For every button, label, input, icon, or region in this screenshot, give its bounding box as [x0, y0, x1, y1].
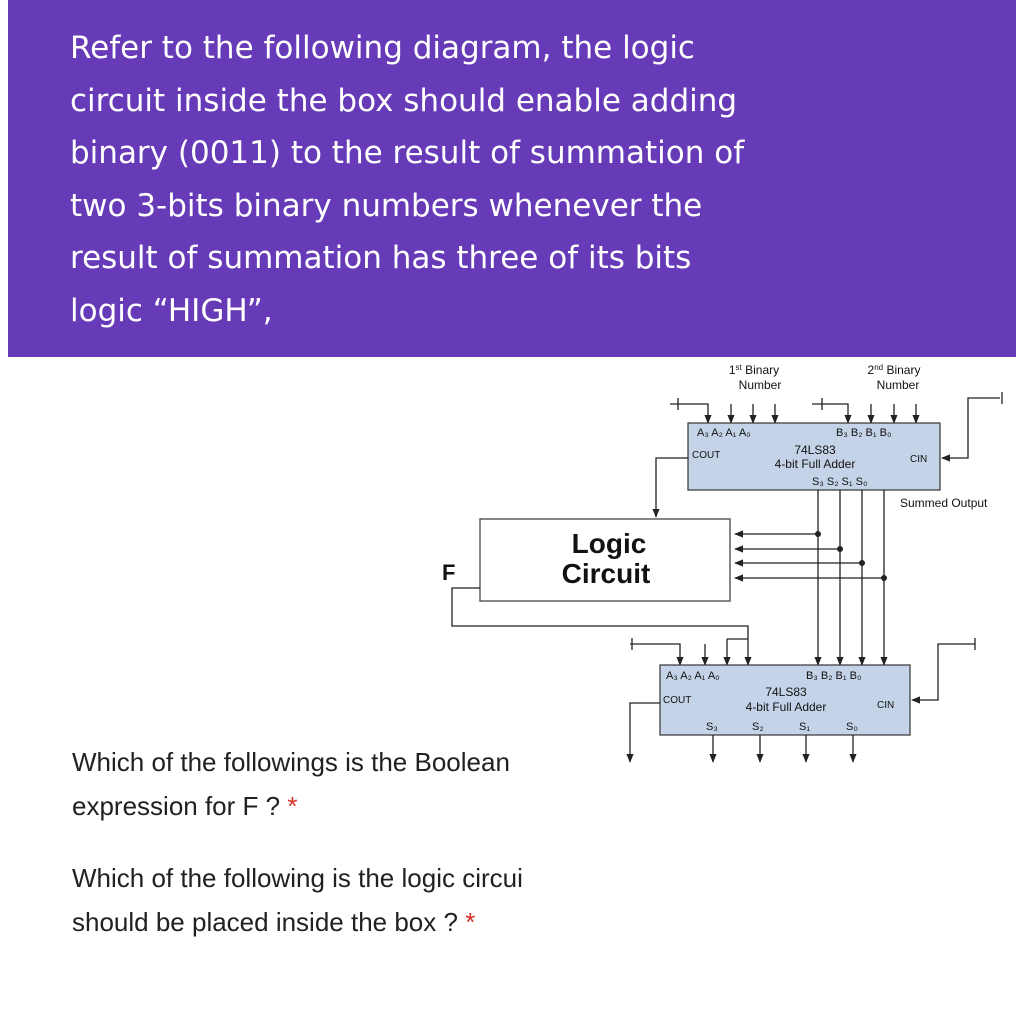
required-asterisk: * — [465, 907, 476, 937]
svg-text:B₃ B₂ B₁ B₀: B₃ B₂ B₁ B₀ — [836, 427, 892, 439]
svg-text:CIN: CIN — [877, 700, 895, 711]
svg-text:B₃ B₂ B₁ B₀: B₃ B₂ B₁ B₀ — [806, 670, 862, 682]
required-asterisk: * — [287, 791, 298, 821]
banner-line: logic “HIGH”, — [70, 292, 273, 329]
f-output-label: F — [442, 560, 456, 585]
second-binary-label-line2: Number — [876, 378, 920, 392]
first-binary-label-line2: Number — [738, 378, 782, 392]
banner-line: result of summation has three of its bits — [70, 240, 692, 276]
question-1-line1: Which of the followings is the Boolean — [72, 747, 510, 777]
question-2 — [72, 856, 628, 944]
svg-text:COUT: COUT — [692, 450, 721, 461]
logic-circuit-box — [480, 519, 730, 601]
banner-line: binary (0011) to the result of summation of — [70, 135, 745, 171]
svg-text:S₁: S₁ — [799, 721, 811, 733]
question-1 — [72, 740, 612, 828]
svg-text:S₃: S₃ — [706, 721, 718, 733]
sum-output-wires — [735, 490, 887, 665]
svg-text:Circuit: Circuit — [561, 558, 651, 589]
banner-line: circuit inside the box should enable adding — [70, 82, 738, 119]
svg-text:A₃ A₂ A₁ A₀: A₃ A₂ A₁ A₀ — [697, 427, 751, 439]
svg-text:4-bit Full Adder: 4-bit Full Adder — [745, 700, 827, 714]
svg-text:S₂: S₂ — [752, 721, 764, 733]
svg-text:CIN: CIN — [910, 454, 928, 465]
svg-text:74LS83: 74LS83 — [765, 685, 807, 699]
question-1-line2: expression for F ? — [72, 791, 281, 821]
svg-text:S₃ S₂ S₁ S₀: S₃ S₂ S₁ S₀ — [812, 476, 868, 488]
svg-text:Logic: Logic — [571, 528, 647, 559]
summed-output-label: Summed Output — [900, 496, 988, 510]
top-adder-chip — [688, 423, 940, 490]
f-to-a1-wire — [727, 639, 748, 665]
cout-to-logic-wire — [656, 458, 688, 517]
svg-text:74LS83: 74LS83 — [794, 443, 836, 457]
svg-text:4-bit Full Adder: 4-bit Full Adder — [774, 457, 856, 471]
banner-line: Refer to the following diagram, the logic — [70, 30, 695, 66]
first-binary-label: 1st Binary — [728, 363, 780, 377]
svg-text:COUT: COUT — [663, 695, 692, 706]
banner-line: two 3-bits binary numbers whenever the — [70, 187, 703, 224]
question-2-line2: should be placed inside the box ? — [72, 907, 458, 937]
svg-text:A₃ A₂ A₁ A₀: A₃ A₂ A₁ A₀ — [666, 670, 720, 682]
question-2-line1: Which of the following is the logic circui — [72, 863, 523, 893]
svg-text:S₀: S₀ — [846, 721, 858, 733]
second-binary-label: 2nd Binary — [867, 363, 921, 377]
bottom-adder-chip — [660, 665, 910, 735]
